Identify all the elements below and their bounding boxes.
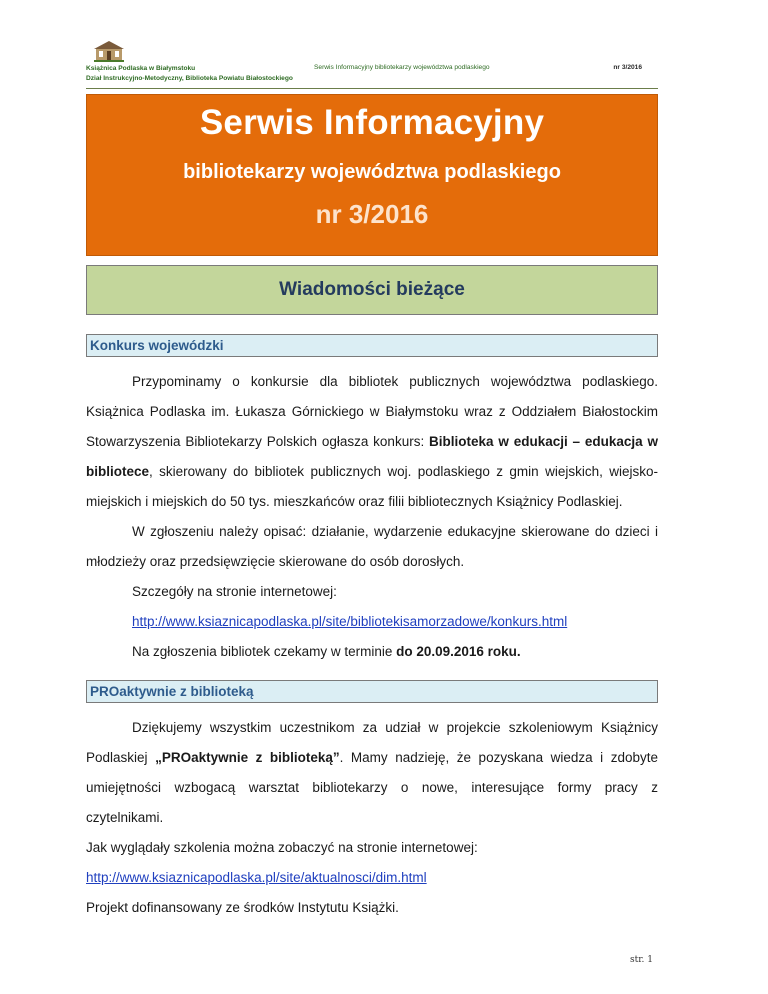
- section1-line7: młodzieży oraz przedsięwzięcie skierowane do osób dorosłych.: [86, 554, 465, 569]
- section1-details-label: Szczegóły na stronie internetowej:: [132, 584, 337, 599]
- header-institution-line2: Dział Instrukcyjno-Metodyczny, Biblioteka Powiatu Białostockiego: [86, 75, 293, 82]
- section1-line3: [86, 427, 658, 457]
- title-banner: [86, 94, 658, 256]
- section2-link-row: [86, 863, 658, 893]
- header-issue-number: nr 3/2016: [613, 64, 642, 71]
- section2-line6: Projekt dofinansowany ze środków Instytutu Książki.: [86, 900, 399, 915]
- banner-title: Serwis Informacyjny: [199, 103, 545, 142]
- banner-issue: nr 3/2016: [315, 199, 429, 229]
- news-heading: Wiadomości bieżące: [86, 265, 658, 315]
- section2-line2-c: . Mamy nadzieję, że pozyskana wiedza i zdobyte: [339, 750, 658, 765]
- training-link[interactable]: http://www.ksiaznicapodlaska.pl/site/aktualnosci/dim.html: [86, 870, 427, 885]
- section2-line3: umiejętności wzbogacą warsztat bibliotekarzy o nowe, interesujące formy pracy z: [86, 780, 658, 795]
- section2-line4: czytelnikami.: [86, 810, 164, 825]
- section1-line3-text: Stowarzyszenia Bibliotekarzy Polskich ogłasza konkurs:: [86, 434, 430, 449]
- section1-line4-text: , skierowany do bibliotek publicznych woj. podlaskiego z gmin wiejskich, wiejsko-: [149, 464, 658, 479]
- project-title: „PROaktywnie z biblioteką”: [155, 750, 340, 765]
- section-heading-konkurs: Konkurs wojewódzki: [86, 334, 658, 357]
- section2-line5: Jak wyglądały szkolenia można zobaczyć na stronie internetowej:: [86, 840, 478, 855]
- section1-deadline: [86, 637, 658, 667]
- section1-link-row: [86, 607, 658, 637]
- section1-line1: Przypominamy o konkursie dla bibliotek publicznych województwa podlaskiego.: [132, 374, 658, 389]
- contest-link[interactable]: http://www.ksiaznicapodlaska.pl/site/bibliotekisamorzadowe/konkurs.html: [132, 614, 568, 629]
- header-institution-line1: Książnica Podlaska w Białymstoku: [86, 65, 196, 72]
- deadline-text: Na zgłoszenia bibliotek czekamy w terminie: [132, 644, 397, 659]
- section1-line2: Książnica Podlaska im. Łukasza Górnickiego w Białymstoku wraz z Oddziałem Białostockim: [86, 404, 658, 419]
- section2-line1: Dziękujemy wszystkim uczestnikom za udział w projekcie szkoleniowym Książnicy: [132, 720, 658, 735]
- section1-line4: [86, 457, 658, 487]
- header-publication-title: Serwis Informacyjny bibliotekarzy województwa podlaskiego: [314, 64, 490, 71]
- header-institution: [86, 64, 293, 84]
- section2-line2: [86, 743, 658, 773]
- section-heading-proaktywnie: PROaktywnie z biblioteką: [86, 680, 658, 703]
- deadline-date: do 20.09.2016 roku.: [396, 644, 521, 659]
- section2-line2-a: Podlaskiej: [86, 750, 156, 765]
- page-number: str. 1: [630, 955, 653, 965]
- contest-title-part2: bibliotece: [86, 464, 150, 479]
- section1-line5: miejskich i miejskich do 50 tys. mieszkańców oraz filii bibliotecznych Książnicy Podlaskiej.: [86, 494, 623, 509]
- contest-title-part1: Biblioteka w edukacji – edukacja w: [429, 434, 658, 449]
- page-header: [86, 40, 658, 89]
- banner-subtitle: bibliotekarzy województwa podlaskiego: [183, 161, 561, 183]
- section1-line6: W zgłoszeniu należy opisać: działanie, wydarzenie edukacyjne skierowane do dzieci i: [132, 524, 658, 539]
- library-building-logo: [92, 40, 126, 62]
